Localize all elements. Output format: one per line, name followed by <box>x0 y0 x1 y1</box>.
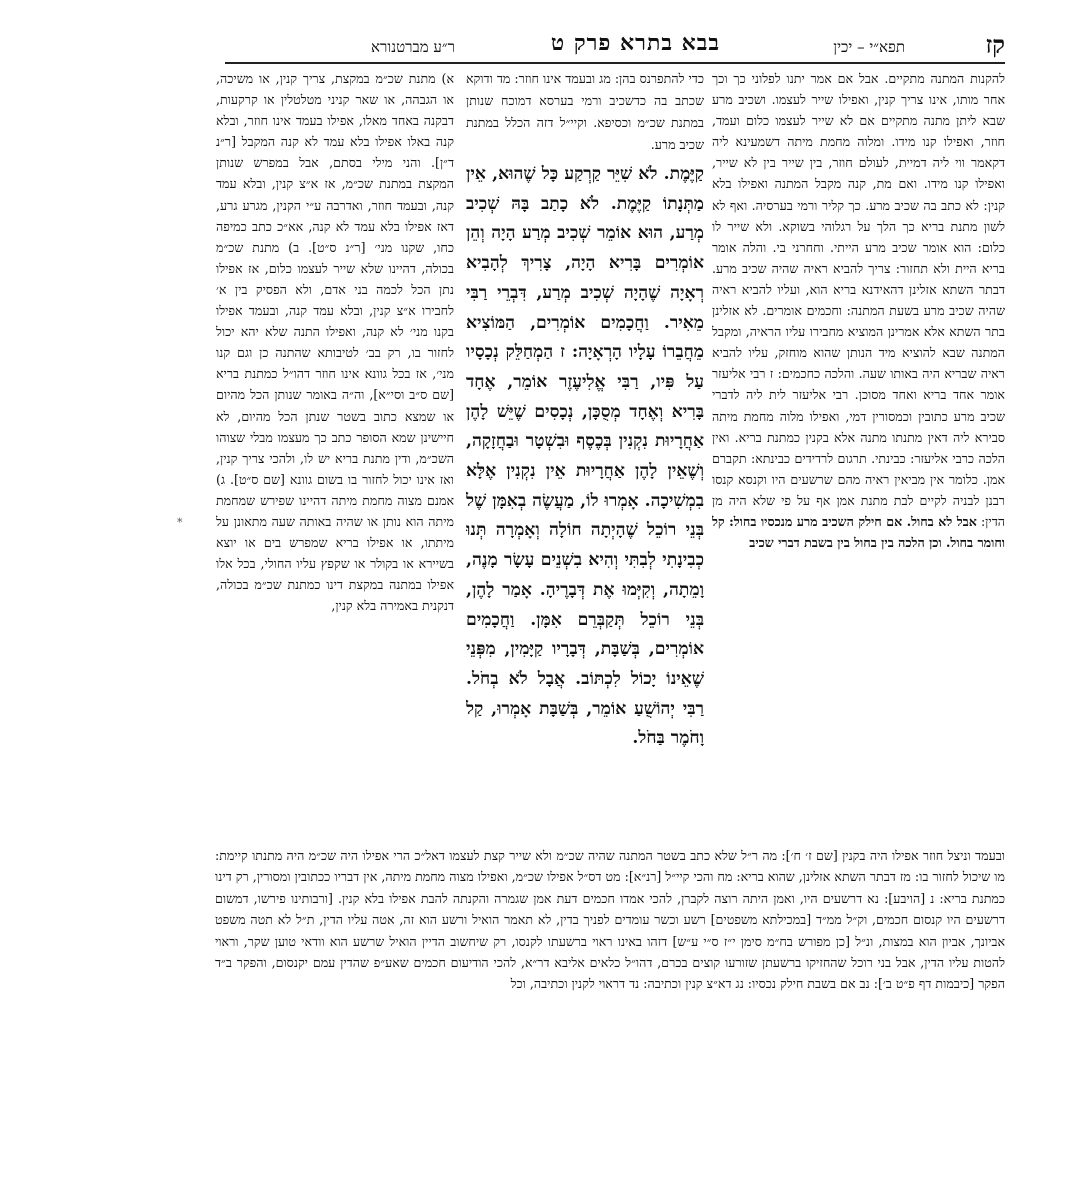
mishna-text: קַיֶּמֶת. לֹא שִׁיֵּר קַרְקַע כָּל שֶׁהוּא, אֵין מַתְּנָתוֹ קַיֶּמֶת. לֹא כָתַב בָּהּ שְׁכִיב מְרַע, הוּא אוֹמֵר שְׁכִיב מְרַע הָיָה וְהֵן אוֹמְרִים בָּרִיא הָיָה, צָרִיךְ לְהָבִיא רְאָיָה שֶׁהָיָה שְׁכִיב מְרַע, דִּבְרֵי רַבִּי מֵאִיר. וַחֲכָמִים אוֹמְרִים, הַמּוֹצִיא מֵחֲבֵרוֹ עָלָיו הָרְאָיָה: ז הַמְחַלֵּק נְכָסָיו עַל פִּיו, רַבִּי אֱלִיעֶזֶר אוֹמֵר, אֶחָד בָּרִיא וְאֶחָד מְסֻכָּן, נְכָסִים שֶׁיֵּשׁ לָהֶן אַחֲרָיוּת נִקְנִין בְּכֶסֶף וּבִשְׁטָר וּבַחֲזָקָה, וְשֶׁאֵין לָהֶן אַחֲרָיוּת אֵין נִקְנִין אֶלָּא בִמְשִׁיכָה. אָמְרוּ לוֹ, מַעֲשֶׂה בְאִמָּן שֶׁל בְּנֵי רוֹכֵל שֶׁהָיְתָה חוֹלָה וְאָמְרָה תְּנוּ כְבִינָתִי לְבִתִּי וְהִיא בִשְׁנֵים עָשָׂר מָנֶה, וָמֵתָה, וְקִיְּמוּ אֶת דְּבָרֶיהָ. אָמַר לָהֶן, בְּנֵי רוֹכֵל תְּקַבְּרֵם אִמָּן. וַחֲכָמִים אוֹמְרִים, בְּשַׁבָּת, דְּבָרָיו קַיָּמִין, מִפְּנֵי שֶׁאֵינוֹ יָכוֹל לִכְתּוֹב. אֲבָל לֹא בְחֹל. רַבִּי יְהוֹשֻׁעַ אוֹמֵר, בְּשַׁבָּת אָמְרוּ, קַל וָחֹמֶר בַּחֹל. <box>466 164 704 749</box>
tiferet-text: א) מתנת שכ״מ במקצת, צריך קנין, או משיכה, או הגבהה, או שאר קניני מטלטלין או קרקעות, דבקנה באחד מאלו, אפילו בעמד אינו חוזר, ובלא קנה באלו אפילו בלא עמד לא קנה המקבל [ר״נ ד״ן]. והני מילי בסתם, אבל במפרש שנותן המקצת במתנת שכ״מ, אז א״צ קנין, ובלא עמד קנה, ובעמד חוזר, ואדרבה ע״י הקנין, מגרע גרע, דאז אפילו בלא עמד לא קנה, אא״כ כתב כמיפה כחו, שקנו מני׳ [ר״נ ס״ט]. ב) מתנת שכ״מ בכולה, דהיינו שלא שייר לעצמו כלום, אז אפילו נתן הכל לכמה בני אדם, ולא הפסיק בין א׳ לחבירו א״צ קנין, ובלא עמד קנה, ובעמד אפילו בקנו מני׳ לא קנה, ואפילו התנה שלא יהא יכול לחזור בו, רק בב׳ לטיבותא שהתנה כן וגם קנו מני׳, אז בכל גוונא אינו חוזר דהו״ל כמתנת בריא [שם ס״ב וסי״א], וה״ה באומר שנותן הכל מהיום או שמצא כתוב בשטר שנתן הכל מהיום, לא חיישינן שמא הסופר כתב כך מעצמו מבלי שצוהו השכ״מ, ודין מתנת בריא יש לו, ולהכי צריך קנין, ואז אינו יכול לחזור בו בשום גוונא [שם ס״ט]. ג) אמנם מצוה מחמת מיתה דהיינו שפירש שמחמת מיתה הוא נותן או שהיה באותה שעה מתאונן על מיתתו, או אפילו בריא שמפרש בים או יוצא בשיירא או בקולר או שקפץ עליו החולי, בכל אלו אפילו במתנה במקצת דינו כמתנת שכ״מ בכולה, דנקנית באמירה בלא קנין, <box>216 71 454 614</box>
page-header <box>225 30 1005 60</box>
bottom-commentary: ובעמד וניצל חוזר אפילו היה בקנין [שם ז׳ ח׳]: מה ר״ל שלא כתב בשטר המתנה שהיה שכ״מ ולא שייר קצת לעצמו דאל״כ הרי אפילו היה שכ״מ היה מתנתו קיימת: מו שיכול לחזור בו: מז דבתר השתא אזלינן, שהוא בריא: מח והכי קיי״ל [רנ״א]: מט דס״ל אפילו שכ״מ, ואפילו מצוה מחמת מיתה, אין דבריו ככתובין ומסורין, רק דינו כמתנת בריא: נ [הויבע]: נא דרשעים היו, ואמן היתה רוצה לקברן, להכי אמדו חכמים דעת אמן שגמרה והקנתה להבת אפילו בלא קנין. [ורבותינו פירשו, דמשום דרשעים היו קנסום חכמים, וק״ל ממ״ד [במכילתא משפטים] רשע וכשר עומדים לפניך בדין, לא תאמר הואיל ורשע הוא זה, אטה עליו הדין, ת״ל לא תטה משפט אביונך, אביון הוא במצות, ונ״ל [כן מפורש בח״מ סימן י״ז ס״י ע״ש] דזהו באינו ראוי ברשעתו לקנסו, רק שיחשוב הדיין הואיל שרשע הוא וודאי טוען שקר, וראוי להטות עליו הדין, אבל בני רוכל שהחזיקו ברשעתן שזורעו קוצים בכרם, דהו״ל כלאים אליבא דר״א, להכי הודיעום חכמים שאע״פ שהדין עמם יקנסום, והפקר ב״ד הפקר [כיבמות דף פ״ט ב׳]: נב אם בשבת חילק נכסיו: נג דא״צ קנין וכתיבה: נד דראוי לקנין וכתיבה, וכל <box>215 848 1005 992</box>
margin-mark: * <box>177 516 183 529</box>
tiferet-column <box>216 68 454 840</box>
commentary-range: תפא״י – יכין <box>833 38 905 56</box>
bartenura-tail: אבל לא בחול. אם חילק השכיב מרע מנכסיו בחול: קל וחומר בחול. וכן הלכה בין בחול בין בשבת דברי שכיב <box>712 513 1005 551</box>
header-rule <box>225 62 1005 64</box>
bartenura-column <box>712 68 1005 840</box>
top-middle-commentary: כדי להתפרנס בהן: מג ובעמד אינו חוזר: מד ודוקא שכתב בה כדשכיב ורמי בערסא דמוכח שנותן במתנת שכ״מ וכסיפא. וקיי״ל דזה הכלל במתנת שכיב מרע. <box>466 71 704 152</box>
tractate-title: בבא בתרא פרק ט <box>550 30 720 56</box>
bartenura-text: להקנות המתנה מתקיים. אבל אם אמר יתנו לפלוני כך וכך אחר מותו, אינו צריך קנין, ואפילו שייר לעצמו. ושכיב מרע שבא ליתן מתנה מתקיים אם לא שייר לעצמו כלום ועמד, חוזר, ואפילו קנו מידו. ומלוה מחמת מיתה דשמעינא ליה דקאמר ווי ליה דמיית, לעולם חוזר, בין שייר בין לא שייר, ואפילו קנו מידו. ואם מת, קנה מקבל המתנה ואפילו בלא קנין: לא כתב בה שכיב מרע. כך קליר ורמי בערסיה. ואף לא לשון מתנת בריא כך הלך על רגלוהי בשוקא. ולא שייר לו כלום: הוא אומר שכיב מרע הייתי. וחחרני בי. והלה אומר בריא היית ולא תחזור: צריך להביא ראיה שהיה שכיב מרע. דבתר השתא אזלינן דהאידנא בריא הוא, ועליו להביא ראיה שהיה שכיב מרע בשעת המתנה: וחכמים אומרים. לא אזלינן בתר השתא אלא אמרינן המוציא מחבירו עליו הראיה, ומקבל המתנה שבא להוציא מיד הנותן שהוא מוחזק, עליו להביא ראיה שבריא היה באותו שעה. והלכה כחכמים: ז רבי אליעזר אומר אחד בריא ואחד מסוכן. רבי אליעזר לית ליה לדברי שכיב מרע כתובין וכמסורין דמי, ואפילו מלוה מחמת מיתה סבירא ליה דאין מתנתו מתנה אלא בקנין כמתנת בריא. ואין הלכה כרבי אליעזר: כבינתי. תרגום לרדידים כבינתא: תקברם אמן. כלומר אין מביאין ראיה מהם שרשעים היו וקנסא קנסו רבנן לבניה לקיים לבת מתנת אמן אף על פי שלא היה מן הדין: <box>712 71 1005 529</box>
commentator-name: ר״ע מברטנורא <box>371 38 455 56</box>
page-number: קז <box>985 30 1005 59</box>
